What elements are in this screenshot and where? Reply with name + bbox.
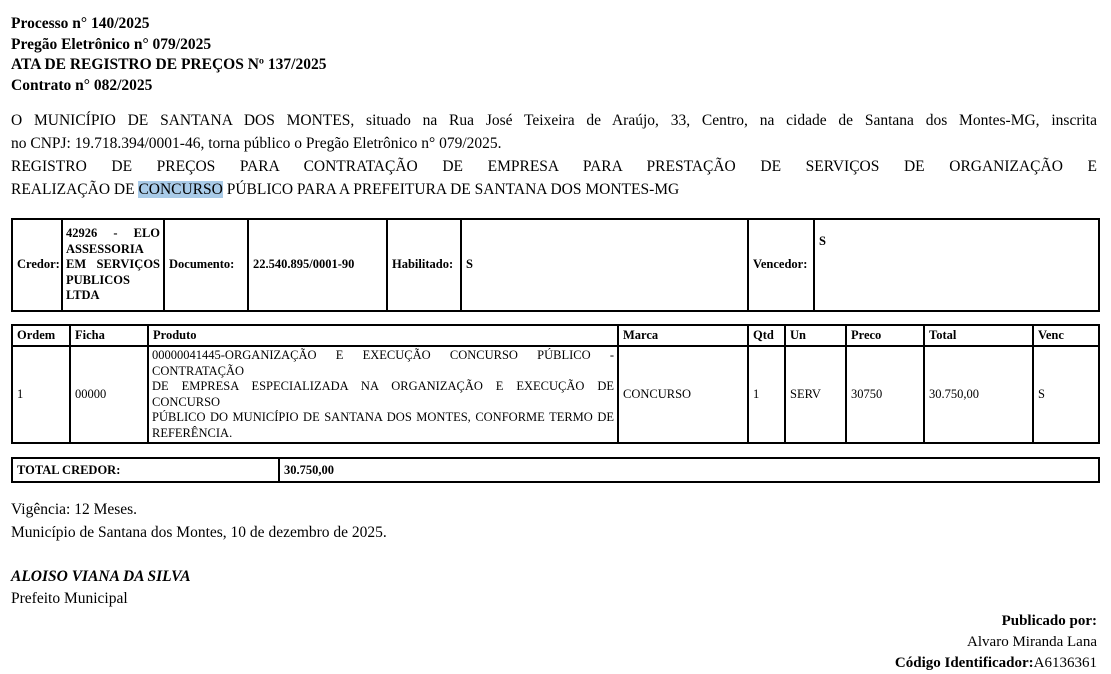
col-header-total: Total <box>924 325 1033 346</box>
col-header-un: Un <box>785 325 846 346</box>
vencedor-label-cell: Vencedor: <box>748 219 814 311</box>
city-date-line: Município de Santana dos Montes, 10 de dezembro de 2025. <box>11 524 387 541</box>
document-page <box>11 14 1097 674</box>
pregao-line: Pregão Eletrônico n° 079/2025 <box>11 35 212 53</box>
credor-label-cell: Credor: <box>12 219 62 311</box>
document-header <box>11 14 1097 96</box>
intro-line-2: no CNPJ: 19.718.394/0001-46, torna público o Pregão Eletrônico n° 079/2025. <box>11 135 502 152</box>
body-paragraphs <box>11 109 1097 201</box>
creditor-table <box>11 218 1100 312</box>
vencedor-value-cell: S <box>814 219 1099 311</box>
object-line-2 <box>11 178 1097 201</box>
total-creditor-row <box>12 458 1099 482</box>
signer-name: ALOISO VIANA DA SILVA <box>11 568 191 585</box>
col-header-venc: Venc <box>1033 325 1099 346</box>
highlighted-term: CONCURSO <box>138 181 223 198</box>
identifier-code-line <box>11 653 1097 674</box>
documento-label-cell: Documento: <box>164 219 248 311</box>
total-creditor-table <box>11 457 1100 483</box>
identifier-code-value: A6136361 <box>1033 655 1097 671</box>
processo-line: Processo n° 140/2025 <box>11 15 150 32</box>
product-row <box>12 346 1099 443</box>
object-line-2-lead: REALIZAÇÃO DE <box>11 181 139 198</box>
creditor-row <box>12 219 1099 311</box>
signer-title: Prefeito Municipal <box>11 590 128 607</box>
closing-block <box>11 498 1097 544</box>
published-by-label: Publicado por: <box>1001 613 1097 629</box>
vigencia-line: Vigência: 12 Meses. <box>11 501 138 518</box>
qtd-cell: 1 <box>748 346 785 443</box>
col-header-ordem: Ordem <box>12 325 70 346</box>
marca-cell: CONCURSO <box>618 346 748 443</box>
col-header-marca: Marca <box>618 325 748 346</box>
ficha-cell: 00000 <box>70 346 148 443</box>
habilitado-value-cell: S <box>461 219 748 311</box>
ordem-cell: 1 <box>12 346 70 443</box>
col-header-qtd: Qtd <box>748 325 785 346</box>
un-cell: SERV <box>785 346 846 443</box>
published-by-name: Alvaro Miranda Lana <box>967 634 1097 650</box>
col-header-produto: Produto <box>148 325 618 346</box>
habilitado-label-cell: Habilitado: <box>387 219 461 311</box>
identifier-code-label: Código Identificador: <box>894 655 1034 671</box>
documento-value-cell: 22.540.895/0001-90 <box>248 219 387 311</box>
preco-cell: 30750 <box>846 346 924 443</box>
object-line-1: REGISTRO DE PREÇOS PARA CONTRATAÇÃO DE EMPRESA PARA PRESTAÇÃO DE SERVIÇOS DE ORGANIZAÇÃO E <box>11 158 1097 175</box>
col-header-preco: Preco <box>846 325 924 346</box>
produto-cell <box>148 346 618 443</box>
total-creditor-label-cell: TOTAL CREDOR: <box>12 458 279 482</box>
intro-line-1: O MUNICÍPIO DE SANTANA DOS MONTES, situado na Rua José Teixeira de Araújo, 33, Centro, na cidade de Santana dos Montes-MG, inscrita <box>11 112 1097 129</box>
object-line-2-tail: PÚBLICO PARA A PREFEITURA DE SANTANA DOS MONTES-MG <box>222 181 680 198</box>
total-creditor-value-cell: 30.750,00 <box>279 458 1099 482</box>
produto-line-3: PÚBLICO DO MUNICÍPIO DE SANTANA DOS MONTES, CONFORME TERMO DE <box>152 410 614 424</box>
col-header-ficha: Ficha <box>70 325 148 346</box>
venc-cell: S <box>1033 346 1099 443</box>
products-table <box>11 324 1100 444</box>
products-header-row <box>12 325 1099 346</box>
total-cell: 30.750,00 <box>924 346 1033 443</box>
signature-block <box>11 566 1097 610</box>
ata-title-line: ATA DE REGISTRO DE PREÇOS Nº 137/2025 <box>11 56 327 73</box>
credor-value-cell: 42926 - ELO ASSESSORIA EM SERVIÇOS PUBLICOS LTDA <box>62 219 164 311</box>
publication-block <box>11 611 1097 674</box>
produto-line-2: DE EMPRESA ESPECIALIZADA NA ORGANIZAÇÃO E EXECUÇÃO DE CONCURSO <box>152 379 614 409</box>
contrato-line: Contrato n° 082/2025 <box>11 76 153 94</box>
produto-line-4: REFERÊNCIA. <box>152 425 233 440</box>
produto-line-1: 00000041445-ORGANIZAÇÃO E EXECUÇÃO CONCURSO PÚBLICO - CONTRATAÇÃO <box>152 348 614 378</box>
